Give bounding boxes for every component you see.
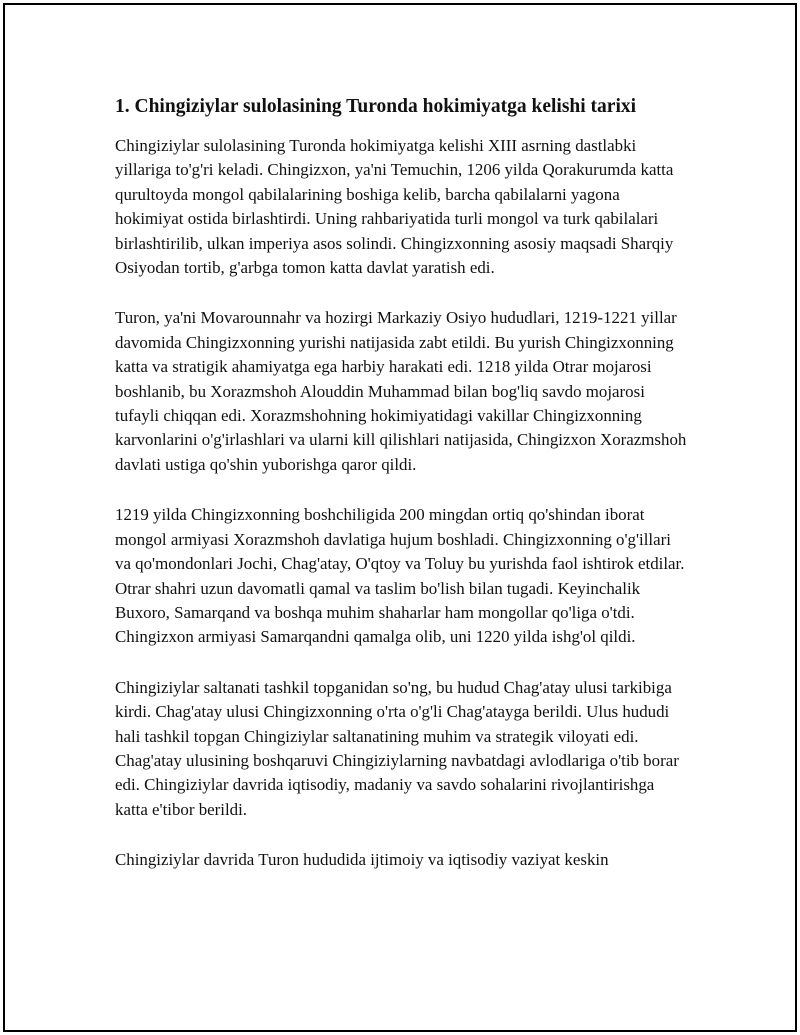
section-heading: 1. Chingiziylar sulolasining Turonda hokimiyatga kelishi tarixi	[115, 96, 637, 117]
paragraph-4: Chingiziylar saltanati tashkil topganidan so'ng, bu hudud Chag'atay ulusi tarkibiga kirdi. Chag'atay ulusi Chingizxonning o'rta o'g'li Chag'atayga berildi. Ulus hududi hali tashkil topgan Chingiziylar saltanatining muhim va strategik viloyati edi. Chag'atay ulusining boshqaruvi Chingiziylarning navbatdagi avlodlariga o'tib borar edi. Chingiziylar davrida iqtisodiy, madaniy va savdo sohalarini rivojlantirishga katta e'tibor berildi.	[115, 677, 679, 819]
paragraph-1: Chingiziylar sulolasining Turonda hokimiyatga kelishi XIII asrning dastlabki yillariga to'g'ri keladi. Chingizxon, ya'ni Temuchin, 1206 yilda Qorakurumda katta qurultoyda mongol qabilalarining boshiga kelib, barcha qabilalarni yagona hokimiyat ostida birlashtirdi. Uning rahbariyatida turli mongol va turk qabilalari birlashtirilib, ulkan imperiya asos solindi. Chingizxonning asosiy maqsadi Sharqiy Osiyodan tortib, g'arbga tomon katta davlat yaratish edi.	[115, 136, 674, 278]
document-body	[115, 92, 690, 899]
paragraph-3: 1219 yilda Chingizxonning boshchiligida 200 mingdan ortiq qo'shindan iborat mongol armiyasi Xorazmshoh davlatiga hujum boshladi. Chingizxonning o'g'illari va qo'mondonlari Jochi, Chag'atay, O'qtoy va Toluy bu yurishda faol ishtirok etdilar. Otrar shahri uzun davomatli qamal va taslim bo'lish bilan tugadi. Keyinchalik Buxoro, Samarqand va boshqa muhim shaharlar ham mongollar qo'liga o'tdi. Chingizxon armiyasi Samarqandni qamalga olib, uni 1220 yilda ishg'ol qildi.	[115, 505, 685, 647]
paragraph-2: Turon, ya'ni Movarounnahr va hozirgi Markaziy Osiyo hududlari, 1219-1221 yillar davomida Chingizxonning yurishi natijasida zabt etildi. Bu yurish Chingizxonning katta va stratigik ahamiyatga ega harbiy harakati edi. 1218 yilda Otrar mojarosi boshlanib, bu Xorazmshoh Alouddin Muhammad bilan bog'liq savdo mojarosi tufayli chiqqan edi. Xorazmshohning hokimiyatidagi vakillar Chingizxonning karvonlarini o'g'irlashlari va ularni kill qilishlari natijasida, Chingizxon Xorazmshoh davlati ustiga qo'shin yuborishga qaror qildi.	[115, 308, 687, 474]
paragraph-5: Chingiziylar davrida Turon hududida ijtimoiy va iqtisodiy vaziyat keskin	[115, 850, 609, 870]
